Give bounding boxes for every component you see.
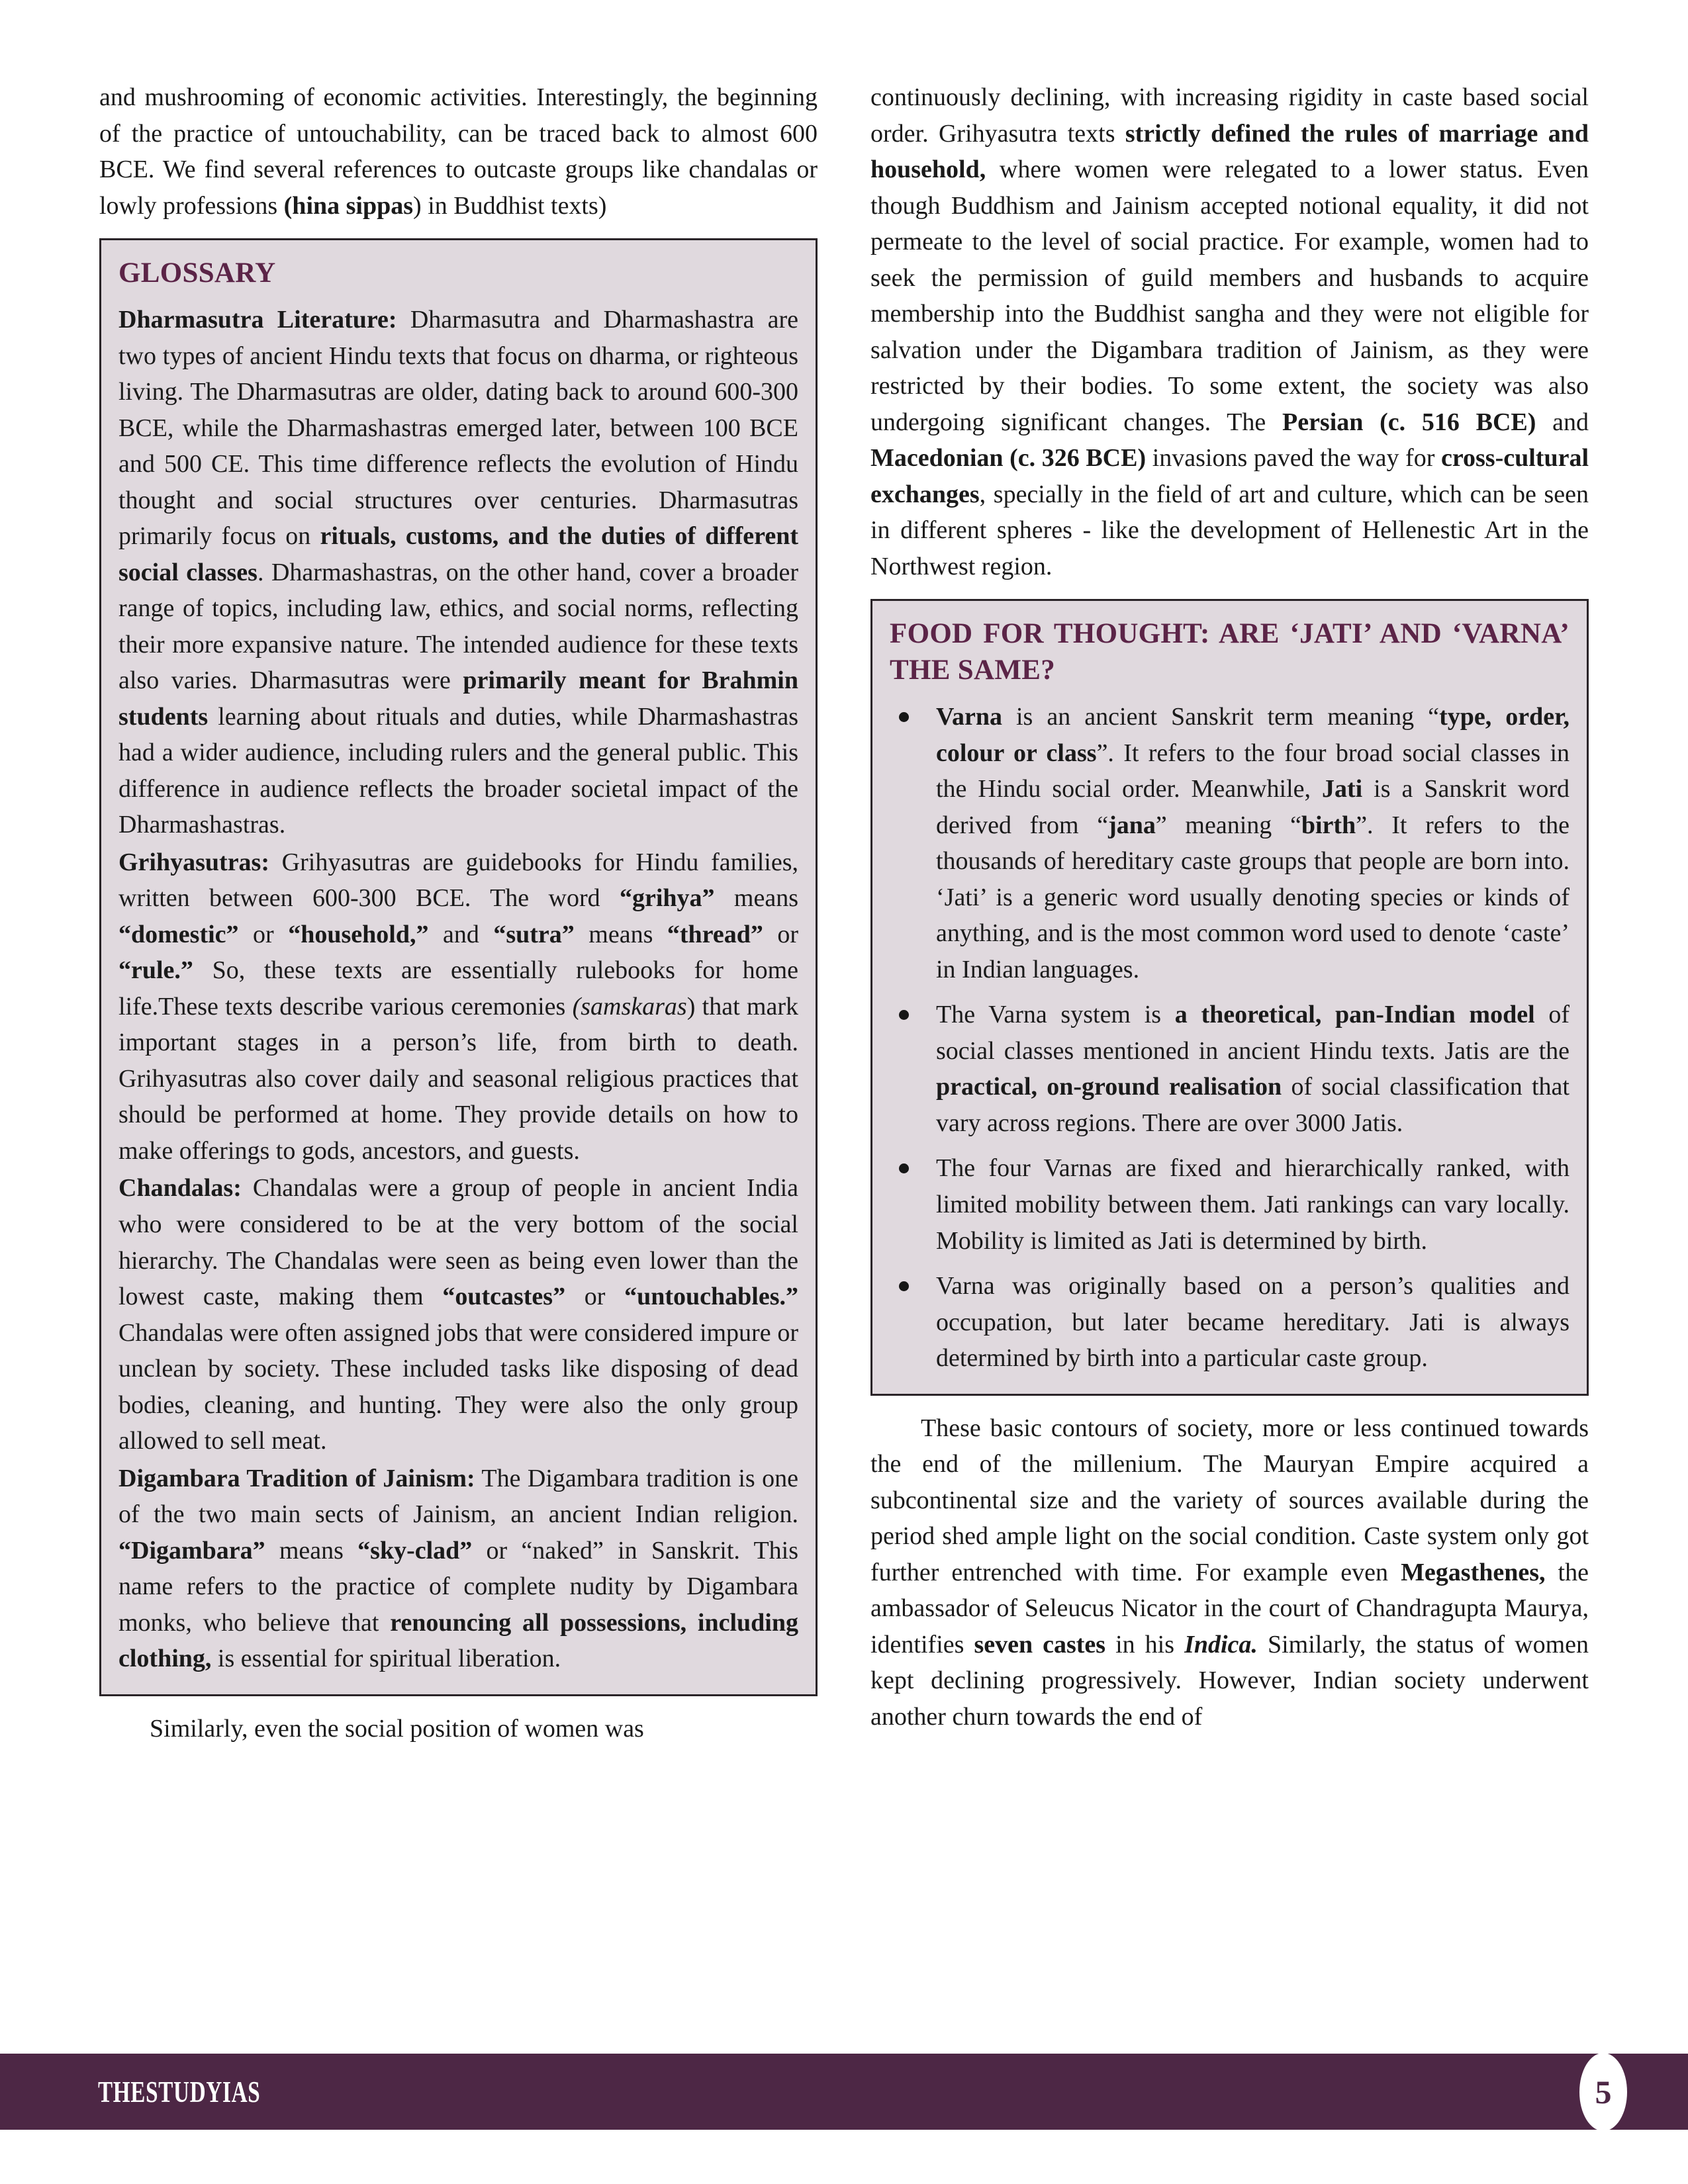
bullet-text: ”. It refers to the four broad social classes in the Hindu social order. Meanwhile, [936,739,1570,803]
brand-logo: THESTUDYIAS [98,2075,261,2109]
left-column [99,79,818,1985]
list-item [890,699,1570,987]
list-item [890,1268,1570,1377]
bullet-bold: a theoretical, pan-Indian model [1174,1001,1535,1029]
glossary-box [99,238,818,1696]
bullet-dot-icon [899,1281,909,1291]
glossary-bold: “grihya” [620,884,715,913]
glossary-body: Chandalas were often assigned jobs that were considered impure or unclean by society. These included tasks like disposing of dead bodies, cleaning, and hunting. They were also the only group allowed to sell meat. [118,1318,798,1455]
glossary-body: means [574,920,667,948]
right-bottom-italic: Indica. [1184,1630,1258,1659]
right-top-text: where women were relegated to a lower status. Even though Buddhism and Jainism accepted notional equality, it did not permeate to the level of social practice. For example, women had to seek the permission of guild members and husbands to acquire membership into the Buddhist sangha and they were not eligible for salvation under the Digambara tradition of Jainism, as they were restricted by their bodies. To some extent, the society was also undergoing significant changes. The [870,156,1589,436]
right-bottom-text: Similarly, the status of women kept declining progressively. However, Indian society underwent another churn towards the end of [870,1630,1589,1731]
bullet-text: The Varna system is [936,1001,1175,1029]
glossary-body: Grihyasutras are guidebooks for Hindu families, written between 600-300 BCE. The word [118,848,798,913]
glossary-body: means [265,1536,358,1565]
food-for-thought-box [870,599,1589,1395]
glossary-body: learning about rituals and duties, while Dharmashastras had a wider audience, including rulers and the general public. This difference in audience reflects the broader societal impact of the Dharmashastras. [118,702,798,839]
intro-text-pre: and mushrooming of economic activities. Interestingly, the beginning of the practice of untouchability, can be traced back to almost 600 BCE. We find several references to outcaste groups like chandalas or lowly professions [99,83,818,220]
right-bottom-paragraph [870,1410,1589,1735]
right-column [870,79,1589,1985]
bullet-text: Varna was originally based on a person’s qualities and occupation, but later became hereditary. Jati is always determined by birth into a particular caste group. [936,1272,1570,1373]
bullet-text: The four Varnas are fixed and hierarchically ranked, with limited mobility between them. Jati rankings can vary locally. Mobility is limited as Jati is determined by birth. [936,1154,1570,1255]
glossary-bold: “Digambara” [118,1536,265,1565]
glossary-body: or “naked” in Sanskrit. This name refers to the practice of complete nudity by Digambara monks, who believe that [118,1536,799,1637]
right-bottom-text: in his [1105,1630,1185,1659]
glossary-body: or [565,1283,625,1311]
right-bottom-bold: seven castes [974,1630,1106,1659]
list-item [890,997,1570,1141]
glossary-term: Grihyasutras: [118,848,269,876]
right-bottom-text: These basic contours of society, more or less continued towards the end of the millenium. The Mauryan Empire acquired a subcontinental size and the variety of sources available during the period shed ample light on the social condition. Caste system only got further entrenched with time. For example even [870,1414,1589,1586]
right-top-text: invasions paved the way for [1146,444,1441,473]
right-top-text: and [1536,408,1589,436]
bullet-dot-icon [899,1010,909,1020]
glossary-term: Dharmasutra Literature: [118,306,397,334]
bullet-bold: practical, on-ground realisation [936,1073,1282,1101]
glossary-bold: “sutra” [493,920,575,948]
glossary-italic: (samskaras [572,992,687,1021]
glossary-term: Digambara Tradition of Jainism: [118,1464,475,1492]
page-number-badge [1579,2053,1627,2131]
bullet-text: of social classes mentioned in ancient Hindu texts. Jatis are the [936,1001,1570,1065]
glossary-bold: “household,” [288,920,429,948]
glossary-bold: “sky-clad” [357,1536,473,1565]
bullet-bold: jana [1108,811,1156,839]
glossary-term: Chandalas: [118,1174,242,1203]
intro-text-post: ) in Buddhist texts) [413,191,607,220]
right-top-bold: strictly defined the rules of marriage and household, [870,119,1589,184]
page-footer [0,2054,1688,2130]
intro-text-bold: (hina sippas [283,191,414,220]
right-top-bold: cross-cultural exchanges [870,444,1589,508]
glossary-body: Chandalas were a group of people in ancient India who were considered to be at the very bottom of the social hierarchy. The Chandalas were seen as being even lower than the lowest caste, making them [118,1174,798,1311]
food-for-thought-title: FOOD FOR THOUGHT: ARE ‘JATI’ AND ‘VARNA’ THE SAME? [890,618,1570,686]
right-bottom-text: the ambassador of Seleucus Nicator in the court of Chandragupta Maurya, identifies [870,1558,1589,1659]
bullet-text: of social classification that vary across regions. There are over 3000 Jatis. [936,1073,1570,1137]
glossary-entry-digambara [118,1461,798,1677]
glossary-bold: “thread” [667,920,763,948]
glossary-bold: “rule.” [118,956,193,985]
left-closing-paragraph: Similarly, even the social position of women was [150,1714,644,1743]
intro-paragraph [99,79,818,224]
right-bottom-bold: Megasthenes, [1401,1558,1546,1586]
glossary-body: The Digambara tradition is one of the two main sects of Jainism, an ancient Indian religion. [118,1464,798,1529]
right-top-bold: Macedonian (c. 326 BCE) [870,444,1147,473]
glossary-bold: “domestic” [118,920,239,948]
glossary-title: GLOSSARY [118,257,276,289]
glossary-body: or [238,920,289,948]
bullet-dot-icon [899,1163,909,1173]
bullet-text: ” meaning “ [1155,811,1301,839]
bullet-text: ”. It refers to the thousands of hereditary caste groups that people are born into. ‘Jati’ is a generic word usually denoting species or kinds of anything, and is the most common word used to denote ‘caste’ in Indian languages. [936,811,1570,983]
glossary-bold: “untouchables.” [624,1283,799,1311]
glossary-bold: rituals, customs, and the duties of different social classes [118,522,798,586]
glossary-entry-grihyasutras [118,844,798,1169]
glossary-body: ) that mark important stages in a person’s life, from birth to death. Grihyasutras also cover daily and seasonal religious practices that should be performed at home. They provide details on how to make offerings to gods, ancestors, and guests. [118,992,798,1165]
right-top-bold: Persian (c. 516 BCE) [1282,408,1536,436]
glossary-bold: “outcastes” [442,1283,566,1311]
glossary-body: is essential for spiritual liberation. [211,1645,561,1673]
glossary-bold: primarily meant for Brahmin students [118,666,798,731]
right-top-text: , specially in the field of art and culture, which can be seen in different spheres - like the development of Hellenestic Art in the Northwest region. [870,480,1589,580]
glossary-body: . Dharmashastras, on the other hand, cover a broader range of topics, including law, ethics, and social norms, reflecting their more expansive nature. The intended audience for these texts also varies. Dharmasutras were [118,558,798,695]
bullet-bold: type, order, colour or class [936,703,1570,767]
page-number: 5 [1595,2073,1612,2111]
glossary-body: or [763,920,799,948]
glossary-entry-chandalas [118,1170,798,1459]
glossary-body: and [428,920,494,948]
right-top-paragraph [870,79,1589,584]
bullet-text: is an ancient Sanskrit term meaning “ [1002,703,1440,731]
bullet-dot-icon [899,712,909,722]
two-column-layout [99,79,1589,1985]
list-item [890,1150,1570,1259]
glossary-bold: renouncing all possessions, including clothing, [118,1608,798,1673]
right-top-text: continuously declining, with increasing rigidity in caste based social order. Grihyasutra texts [870,83,1589,148]
glossary-body: means [714,884,799,913]
bullet-text: is a Sanskrit word derived from “ [936,775,1570,839]
glossary-body: Dharmasutra and Dharmashastra are two types of ancient Hindu texts that focus on dharma, or righteous living. The Dharmasutras are older, dating back to around 600-300 BCE, while the Dharmashastras emerged later, between 100 BCE and 500 CE. This time difference reflects the evolution of Hindu thought and social structures over centuries. Dharmasutras primarily focus on [118,306,798,551]
food-for-thought-bullet-list [890,699,1570,1376]
bullet-bold: Varna [936,703,1002,731]
glossary-body: So, these texts are essentially rulebooks for home life.These texts describe various ceremonies [118,956,798,1021]
bullet-bold: Jati [1321,775,1363,803]
bullet-bold: birth [1301,811,1356,839]
glossary-entry-dharmasutra [118,302,798,843]
